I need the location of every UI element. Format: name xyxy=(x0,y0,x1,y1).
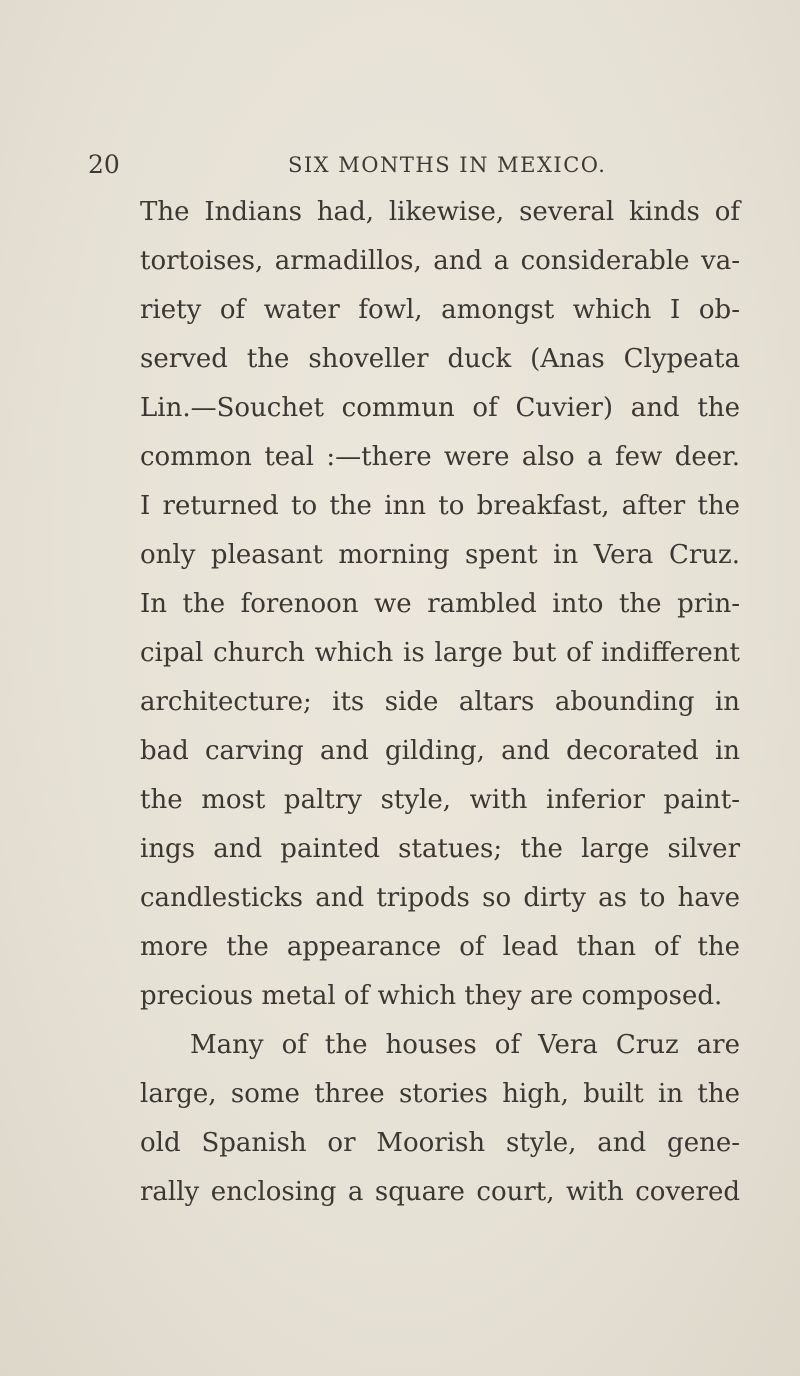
text-line: riety of water fowl, amongst which I ob- xyxy=(140,295,740,325)
text-line: Many of the houses of Vera Cruz are xyxy=(190,1030,740,1060)
text-line: rally enclosing a square court, with covered xyxy=(140,1177,740,1207)
text-line: large, some three stories high, built in the xyxy=(140,1079,740,1109)
text-line: Lin.—Souchet commun of Cuvier) and the xyxy=(140,393,740,423)
text-line: more the appearance of lead than of the xyxy=(140,932,740,962)
text-line: The Indians had, likewise, several kinds of xyxy=(140,197,740,227)
text-line: precious metal of which they are composed. xyxy=(140,981,723,1011)
text-line: architecture; its side altars abounding in xyxy=(140,687,740,717)
page-number: 20 xyxy=(88,150,120,179)
text-line: old Spanish or Moorish style, and gene- xyxy=(140,1128,740,1158)
text-line: ings and painted statues; the large silver xyxy=(140,834,740,864)
text-line: tortoises, armadillos, and a considerable va- xyxy=(140,246,740,276)
text-line: served the shoveller duck (Anas Clypeata xyxy=(140,344,740,374)
text-line: only pleasant morning spent in Vera Cruz. xyxy=(140,540,740,570)
page-header xyxy=(88,150,748,184)
text-line: common teal :—there were also a few deer. xyxy=(140,442,740,472)
text-line: cipal church which is large but of indifferent xyxy=(140,638,740,668)
text-line: In the forenoon we rambled into the prin- xyxy=(140,589,740,619)
text-line: I returned to the inn to breakfast, after the xyxy=(140,491,740,521)
running-title: SIX MONTHS IN MEXICO. xyxy=(288,153,607,177)
text-line: bad carving and gilding, and decorated in xyxy=(140,736,740,766)
text-line: the most paltry style, with inferior paint- xyxy=(140,785,740,815)
text-line: candlesticks and tripods so dirty as to have xyxy=(140,883,740,913)
